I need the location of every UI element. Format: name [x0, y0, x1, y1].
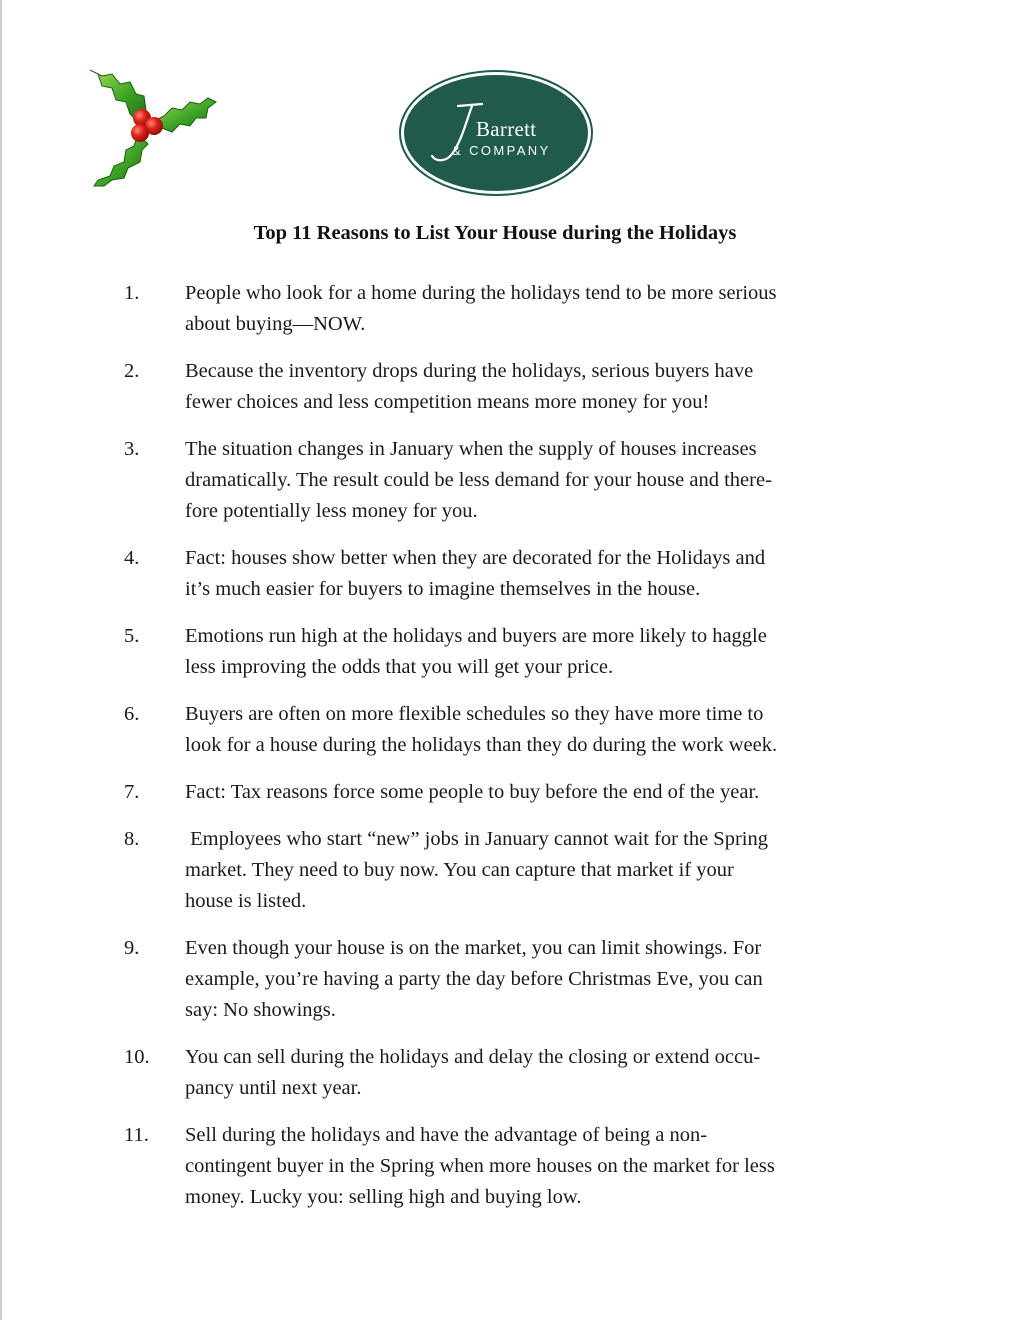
reason-text	[185, 777, 884, 808]
reason-line: market. They need to buy now. You can capture that market if your	[185, 859, 734, 881]
reason-text	[185, 278, 884, 340]
reason-number: 7.	[124, 781, 140, 803]
reason-line: Employees who start “new” jobs in January cannot wait for the Spring	[185, 828, 768, 850]
reason-item	[124, 356, 884, 418]
reason-text	[185, 621, 884, 683]
reason-line: Sell during the holidays and have the advantage of being a non-	[185, 1124, 708, 1146]
reason-item	[124, 278, 884, 340]
document-title: Top 11 Reasons to List Your House during the Holidays	[253, 222, 737, 244]
reason-item	[124, 434, 884, 527]
reason-number: 9.	[124, 937, 140, 959]
reason-item	[124, 1120, 884, 1213]
reason-number: 4.	[124, 547, 140, 569]
reason-item	[124, 1042, 884, 1104]
reason-line: it’s much easier for buyers to imagine themselves in the house.	[185, 578, 701, 600]
reason-text	[185, 434, 884, 527]
reason-line: Because the inventory drops during the holidays, serious buyers have	[185, 360, 754, 382]
reason-item	[124, 777, 884, 808]
reason-text	[185, 824, 884, 917]
reasons-list	[124, 278, 884, 1229]
reason-line: fore potentially less money for you.	[185, 500, 478, 522]
reason-item	[124, 824, 884, 917]
reason-line: Fact: houses show better when they are decorated for the Holidays and	[185, 547, 766, 569]
reason-line: The situation changes in January when the supply of houses increases	[185, 438, 757, 460]
reason-line: example, you’re having a party the day before Christmas Eve, you can	[185, 968, 763, 990]
reason-line: house is listed.	[185, 890, 307, 912]
reason-line: look for a house during the holidays than they do during the work week.	[185, 734, 778, 756]
reason-item	[124, 543, 884, 605]
reason-item	[124, 621, 884, 683]
reason-line: Even though your house is on the market, you can limit showings. For	[185, 937, 762, 959]
logo-name: Barrett	[476, 117, 537, 141]
reason-line: People who look for a home during the holidays tend to be more serious	[185, 282, 777, 304]
logo	[396, 68, 596, 198]
reason-number: 3.	[124, 438, 140, 460]
reason-item	[124, 933, 884, 1026]
reason-line: contingent buyer in the Spring when more houses on the market for less	[185, 1155, 775, 1177]
reason-number: 6.	[124, 703, 140, 725]
reason-text	[185, 933, 884, 1026]
reason-line: Fact: Tax reasons force some people to buy before the end of the year.	[185, 781, 760, 803]
reason-number: 1.	[124, 282, 140, 304]
reason-item	[124, 699, 884, 761]
reason-number: 2.	[124, 360, 140, 382]
reason-line: less improving the odds that you will get your price.	[185, 656, 614, 678]
reason-number: 5.	[124, 625, 140, 647]
holly-icon	[82, 62, 222, 192]
reason-text	[185, 1042, 884, 1104]
reason-text	[185, 699, 884, 761]
reason-line: You can sell during the holidays and delay the closing or extend occu-	[185, 1046, 761, 1068]
reason-text	[185, 356, 884, 418]
reason-line: pancy until next year.	[185, 1077, 362, 1099]
reason-text	[185, 1120, 884, 1213]
reason-line: about buying—NOW.	[185, 313, 366, 335]
reason-text	[185, 543, 884, 605]
reason-line: dramatically. The result could be less demand for your house and there-	[185, 469, 772, 491]
reason-number: 11.	[124, 1124, 149, 1146]
reason-line: Emotions run high at the holidays and buyers are more likely to haggle	[185, 625, 767, 647]
page-edge	[0, 0, 2, 1320]
reason-line: say: No showings.	[185, 999, 336, 1021]
reason-number: 8.	[124, 828, 140, 850]
reason-line: fewer choices and less competition means more money for you!	[185, 391, 710, 413]
reason-line: money. Lucky you: selling high and buying low.	[185, 1186, 582, 1208]
reason-number: 10.	[124, 1046, 150, 1068]
reason-line: Buyers are often on more flexible schedules so they have more time to	[185, 703, 764, 725]
logo-subtitle: & COMPANY	[452, 143, 551, 158]
